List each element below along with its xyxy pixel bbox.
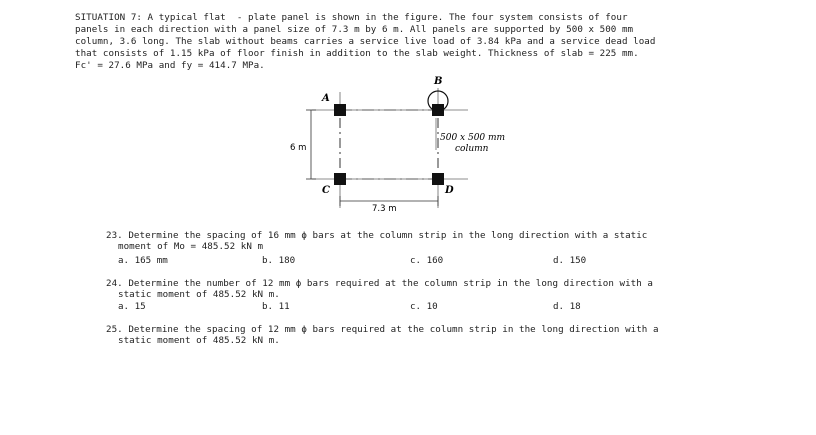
column-c — [334, 173, 346, 185]
q23-choice-d: d. 150 — [553, 255, 587, 266]
q24-choice-d: d. 18 — [553, 301, 581, 312]
label-d: D — [445, 185, 454, 196]
q24-choice-c: c. 10 — [410, 301, 438, 312]
dim-vertical-label: 6 m — [290, 143, 307, 153]
situation-line-3: column, 3.6 long. The slab without beams carries a service live load of 3.84 kPa and a service dead load — [75, 36, 656, 47]
situation-line-5: Fc' = 27.6 MPa and fy = 414.7 MPa. — [75, 60, 265, 71]
dim-horizontal-label: 7.3 m — [372, 204, 397, 214]
situation-line-1: SITUATION 7: A typical flat - plate panel is shown in the figure. The four system consists of four — [75, 12, 628, 23]
label-b: B — [434, 76, 443, 87]
column-d — [432, 173, 444, 185]
q24-choice-b: b. 11 — [262, 301, 290, 312]
q23-choice-a: a. 165 mm — [118, 255, 168, 266]
label-a: A — [322, 93, 330, 104]
q24-line-2: static moment of 485.52 kN m. — [118, 289, 280, 300]
q25-line-1: 25. Determine the spacing of 12 mm ϕ bars required at the column strip in the long direction with a — [106, 324, 659, 335]
q23-line-1: 23. Determine the spacing of 16 mm ϕ bars at the column strip in the long direction with a static — [106, 230, 648, 241]
q24-line-1: 24. Determine the number of 12 mm ϕ bars required at the column strip in the long direction with a — [106, 278, 653, 289]
column-a — [334, 104, 346, 116]
column-note-size: 500 x 500 mm — [440, 133, 506, 143]
label-c: C — [322, 185, 330, 196]
column-note-word: column — [455, 144, 489, 154]
q25-line-2: static moment of 485.52 kN m. — [118, 335, 280, 346]
q24-choice-a: a. 15 — [118, 301, 146, 312]
situation-line-4: that consists of 1.15 kPa of floor finish in addition to the slab weight. Thickness of slab = 225 mm. — [75, 48, 639, 59]
q23-line-2: moment of Mo = 485.52 kN m — [118, 241, 264, 252]
q23-choice-c: c. 160 — [410, 255, 444, 266]
q23-choice-b: b. 180 — [262, 255, 296, 266]
situation-line-2: panels in each direction with a panel size of 7.3 m by 6 m. All panels are supported by 500 x 500 mm — [75, 24, 634, 35]
